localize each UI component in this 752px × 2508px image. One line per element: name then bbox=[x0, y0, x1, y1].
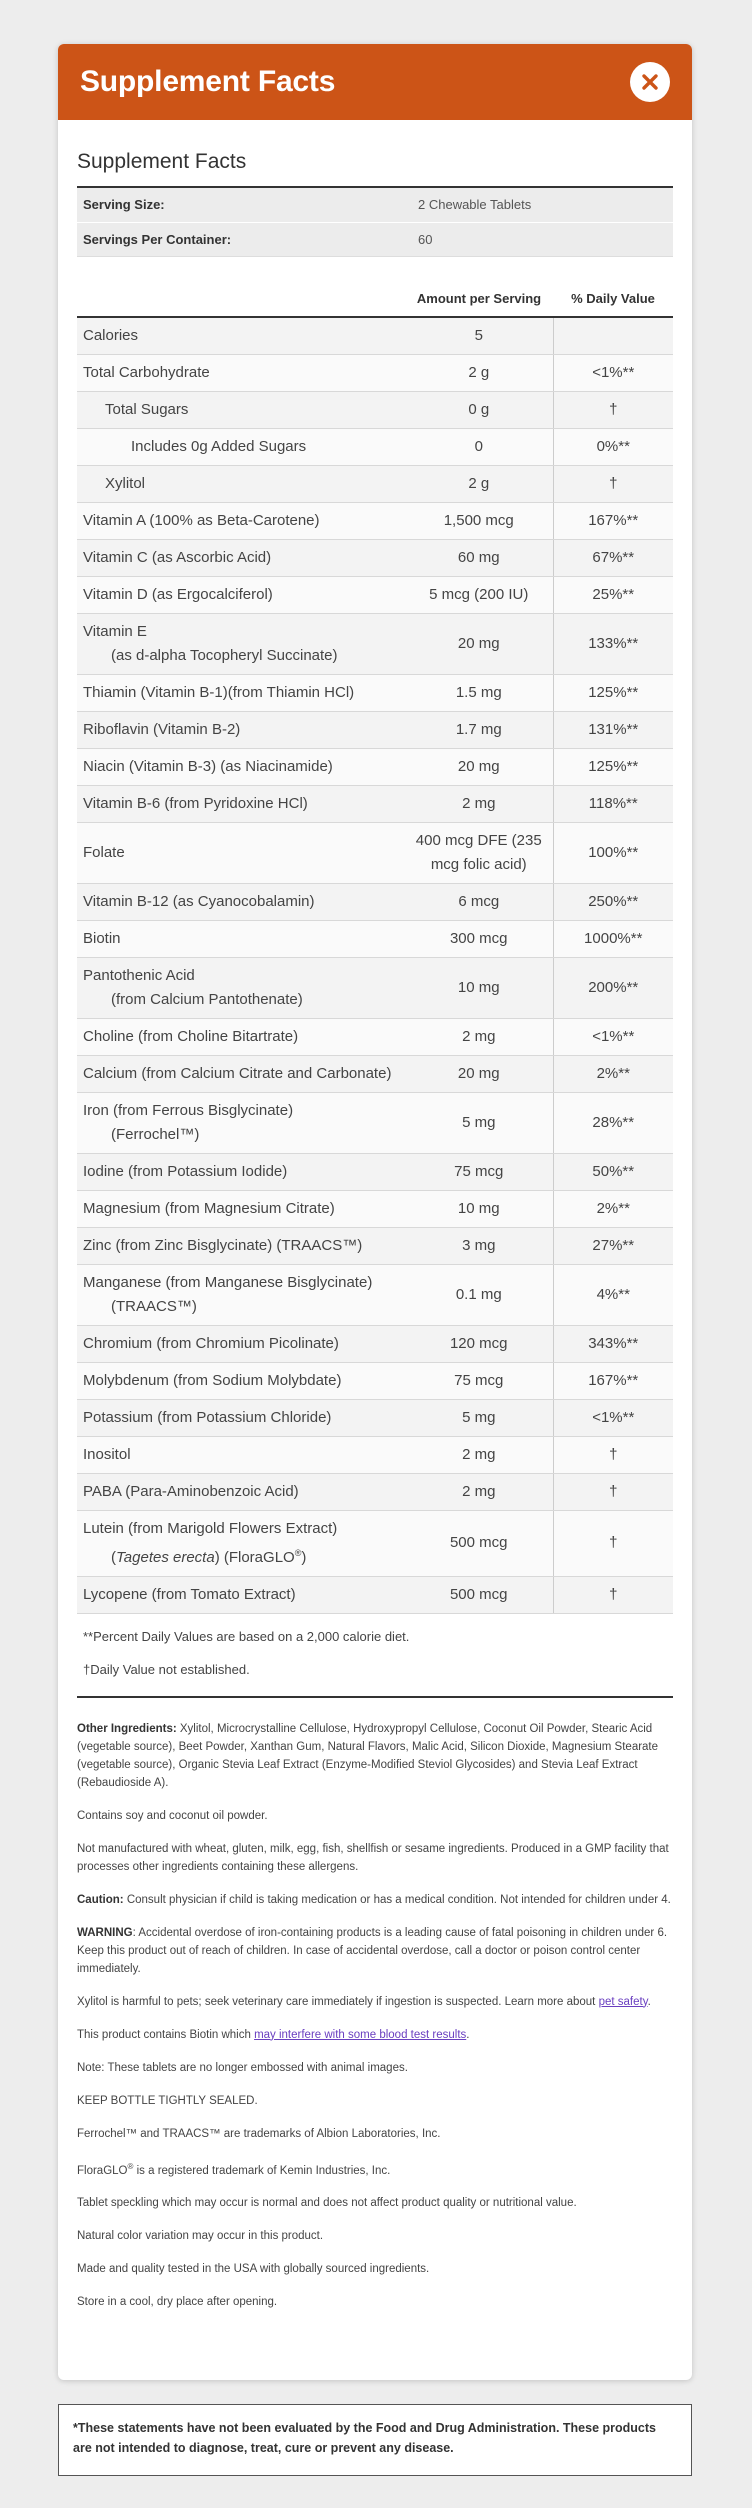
nutrient-name-cell bbox=[77, 674, 405, 711]
nutrient-amount: 0 bbox=[405, 428, 553, 465]
nutrient-name: Vitamin B-12 (as Cyanocobalamin) bbox=[83, 892, 315, 910]
nutrient-daily-value: 2%** bbox=[553, 1055, 673, 1092]
nutrient-amount: 5 mcg (200 IU) bbox=[405, 576, 553, 613]
nutrient-row bbox=[77, 1325, 673, 1362]
serving-table bbox=[77, 188, 673, 257]
nutrient-row bbox=[77, 613, 673, 674]
nutrient-source bbox=[83, 1541, 399, 1570]
nutrient-amount: 1.5 mg bbox=[405, 674, 553, 711]
nutrient-amount: 400 mcg DFE (235 mcg folic acid) bbox=[405, 822, 553, 883]
contains-note: Contains soy and coconut oil powder. bbox=[77, 1809, 268, 1822]
nutrient-row bbox=[77, 674, 673, 711]
servings-per-container-row bbox=[77, 222, 673, 256]
speckling-note: Tablet speckling which may occur is normal and does not affect product quality or nutritional value. bbox=[77, 2197, 577, 2210]
xylitol-text: Xylitol is harmful to pets; seek veterinary care immediately if ingestion is suspected. Learn more about bbox=[77, 1995, 599, 2008]
floraglo-reg: ® bbox=[127, 2161, 134, 2171]
made-in-note: Made and quality tested in the USA with globally sourced ingredients. bbox=[77, 2263, 430, 2276]
modal-title: Supplement Facts bbox=[80, 65, 336, 98]
biotin-text: This product contains Biotin which bbox=[77, 2028, 255, 2041]
nutrient-amount: 500 mcg bbox=[405, 1510, 553, 1576]
nutrient-daily-value: 1000%** bbox=[553, 920, 673, 957]
nutrient-name: Magnesium (from Magnesium Citrate) bbox=[83, 1199, 335, 1217]
nutrient-name: Biotin bbox=[83, 929, 121, 947]
nutrient-row bbox=[77, 1190, 673, 1227]
nutrient-daily-value: 167%** bbox=[553, 1362, 673, 1399]
nutrient-name-cell bbox=[77, 1190, 405, 1227]
nutrient-daily-value: 100%** bbox=[553, 822, 673, 883]
nutrient-row bbox=[77, 1227, 673, 1264]
fda-disclaimer: *These statements have not been evaluated by the Food and Drug Administration. These products are not intended to diagnose, treat, cure or prevent any disease. bbox=[58, 2404, 692, 2476]
nutrient-name-cell bbox=[77, 1018, 405, 1055]
nutrient-name-cell bbox=[77, 317, 405, 355]
nutrient-amount: 20 mg bbox=[405, 1055, 553, 1092]
nutrient-name-cell bbox=[77, 502, 405, 539]
nutrient-source: (from Calcium Pantothenate) bbox=[111, 990, 303, 1008]
nutrient-name: Pantothenic Acid bbox=[83, 966, 195, 984]
floraglo-text: is a registered trademark of Kemin Industries, Inc. bbox=[133, 2164, 391, 2177]
nutrient-row bbox=[77, 465, 673, 502]
nutrient-row bbox=[77, 1436, 673, 1473]
nutrient-amount: 120 mcg bbox=[405, 1325, 553, 1362]
nutrient-name: Vitamin D (as Ergocalciferol) bbox=[83, 585, 273, 603]
nutrient-name-cell bbox=[77, 613, 405, 674]
nutrient-row bbox=[77, 502, 673, 539]
nutrient-source: (Ferrochel™) bbox=[111, 1125, 200, 1143]
nutrient-name: Manganese (from Manganese Bisglycinate) bbox=[83, 1273, 373, 1291]
nutrient-amount: 60 mg bbox=[405, 539, 553, 576]
serving-size-label: Serving Size: bbox=[77, 188, 412, 222]
nutrient-daily-value: 67%** bbox=[553, 539, 673, 576]
nutrient-amount: 20 mg bbox=[405, 748, 553, 785]
nutrient-name-cell bbox=[77, 822, 405, 883]
nutrient-name: Zinc (from Zinc Bisglycinate) (TRAACS™) bbox=[83, 1236, 363, 1254]
pet-safety-link[interactable]: pet safety bbox=[598, 1995, 648, 2008]
nutrient-amount: 10 mg bbox=[405, 957, 553, 1018]
nutrient-daily-value: 250%** bbox=[553, 883, 673, 920]
nutrient-name: Lutein (from Marigold Flowers Extract) bbox=[83, 1519, 338, 1537]
nutrient-name-cell bbox=[77, 576, 405, 613]
facts-heading: Supplement Facts bbox=[77, 150, 673, 188]
footnote-dagger: †Daily Value not established. bbox=[83, 1661, 250, 1677]
nutrient-name: Inositol bbox=[83, 1445, 131, 1463]
blood-test-link[interactable]: may interfere with some blood test results bbox=[254, 2028, 467, 2041]
nutrient-row bbox=[77, 920, 673, 957]
nutrient-source: (TRAACS™) bbox=[111, 1297, 197, 1315]
nutrient-row bbox=[77, 354, 673, 391]
nutrient-name: Total Sugars bbox=[105, 400, 189, 418]
nutrient-name-cell bbox=[77, 539, 405, 576]
nutrient-name-cell bbox=[77, 883, 405, 920]
footnote-dv: **Percent Daily Values are based on a 2,000 calorie diet. bbox=[83, 1628, 410, 1644]
nutrient-amount: 1,500 mcg bbox=[405, 502, 553, 539]
amount-column-header: Amount per Serving bbox=[416, 290, 542, 306]
nutrient-daily-value: 4%** bbox=[553, 1264, 673, 1325]
nutrient-name: Vitamin B-6 (from Pyridoxine HCl) bbox=[83, 794, 308, 812]
nutrient-name-cell bbox=[77, 1436, 405, 1473]
nutrient-name-cell bbox=[77, 1510, 405, 1576]
nutrient-row bbox=[77, 428, 673, 465]
nutrient-name-cell bbox=[77, 711, 405, 748]
nutrient-name: Total Carbohydrate bbox=[83, 363, 210, 381]
nutrient-name-cell bbox=[77, 1362, 405, 1399]
close-icon bbox=[641, 73, 659, 91]
close-button[interactable] bbox=[630, 62, 670, 102]
other-ingredients-text: Xylitol, Microcrystalline Cellulose, Hydroxypropyl Cellulose, Coconut Oil Powder, Stearic Acid (vegetable source), Beet Powder, Xanthan Gum, Natural Flavors, Malic Acid, Silicon Dioxide, Magnesium Stearate (vegetable source), Organic Stevia Leaf Extract (Enzyme-Modified Steviol Glycosides) and Stevia Leaf Extract (Rebaudioside A). bbox=[77, 1722, 659, 1789]
nutrient-amount: 5 mg bbox=[405, 1092, 553, 1153]
nutrient-row bbox=[77, 822, 673, 883]
nutrient-daily-value: 125%** bbox=[553, 748, 673, 785]
keep-sealed-note: KEEP BOTTLE TIGHTLY SEALED. bbox=[77, 2094, 258, 2107]
nutrient-name-cell bbox=[77, 920, 405, 957]
nutrient-amount: 3 mg bbox=[405, 1227, 553, 1264]
nutrient-name-cell bbox=[77, 1055, 405, 1092]
nutrient-amount: 6 mcg bbox=[405, 883, 553, 920]
nutrient-row bbox=[77, 1510, 673, 1576]
source-close: ) bbox=[301, 1548, 307, 1566]
footnotes bbox=[77, 1614, 673, 1698]
nutrient-row bbox=[77, 1092, 673, 1153]
nutrient-daily-value: 200%** bbox=[553, 957, 673, 1018]
serving-size-value: 2 Chewable Tablets bbox=[412, 188, 673, 222]
nutrient-amount: 0.1 mg bbox=[405, 1264, 553, 1325]
nutrient-amount: 1.7 mg bbox=[405, 711, 553, 748]
nutrient-daily-value bbox=[553, 317, 673, 355]
nutrient-name: Thiamin (Vitamin B-1)(from Thiamin HCl) bbox=[83, 683, 355, 701]
nutrient-daily-value: 167%** bbox=[553, 502, 673, 539]
nutrient-name: Calcium (from Calcium Citrate and Carbonate) bbox=[83, 1064, 392, 1082]
storage-note: Store in a cool, dry place after opening. bbox=[77, 2296, 278, 2309]
nutrient-name-cell bbox=[77, 1325, 405, 1362]
nutrient-amount: 2 g bbox=[405, 465, 553, 502]
nutrient-amount: 20 mg bbox=[405, 613, 553, 674]
nutrient-daily-value: 28%** bbox=[553, 1092, 673, 1153]
nutrient-row bbox=[77, 1264, 673, 1325]
caution-note bbox=[77, 1891, 673, 1909]
nutrient-name-cell bbox=[77, 1576, 405, 1613]
nutrient-name: Niacin (Vitamin B-3) (as Niacinamide) bbox=[83, 757, 333, 775]
nutrient-row bbox=[77, 317, 673, 355]
nutrient-row bbox=[77, 1473, 673, 1510]
biotin-note bbox=[77, 2026, 673, 2044]
nutrient-daily-value: † bbox=[553, 1473, 673, 1510]
modal-content bbox=[58, 120, 692, 2311]
servings-per-container-value: 60 bbox=[412, 222, 673, 256]
nutrient-row bbox=[77, 1018, 673, 1055]
nutrient-amount: 2 mg bbox=[405, 1018, 553, 1055]
nutrient-daily-value: 118%** bbox=[553, 785, 673, 822]
nutrient-daily-value: 125%** bbox=[553, 674, 673, 711]
nutrient-daily-value: 343%** bbox=[553, 1325, 673, 1362]
nutrient-amount: 2 mg bbox=[405, 785, 553, 822]
nutrient-daily-value: 25%** bbox=[553, 576, 673, 613]
nutrient-daily-value: 50%** bbox=[553, 1153, 673, 1190]
supplement-facts-modal bbox=[58, 44, 692, 2380]
nutrient-amount: 2 mg bbox=[405, 1473, 553, 1510]
servings-per-container-label: Servings Per Container: bbox=[77, 222, 412, 256]
caution-label: Caution: bbox=[77, 1893, 124, 1906]
nutrient-row bbox=[77, 785, 673, 822]
xylitol-note bbox=[77, 1993, 673, 2011]
product-notes bbox=[77, 1698, 673, 2312]
nutrient-daily-value: <1%** bbox=[553, 1399, 673, 1436]
nutrient-row bbox=[77, 1153, 673, 1190]
nutrient-row bbox=[77, 1576, 673, 1613]
nutrient-name: Chromium (from Chromium Picolinate) bbox=[83, 1334, 339, 1352]
nutrient-name: Iodine (from Potassium Iodide) bbox=[83, 1162, 288, 1180]
nutrient-daily-value: † bbox=[553, 1436, 673, 1473]
nutrient-row bbox=[77, 748, 673, 785]
nutrient-daily-value: 2%** bbox=[553, 1190, 673, 1227]
nutrient-row bbox=[77, 1399, 673, 1436]
nutrient-row bbox=[77, 1055, 673, 1092]
source-open: ( bbox=[111, 1548, 116, 1566]
nutrient-name: Lycopene (from Tomato Extract) bbox=[83, 1585, 296, 1603]
nutrient-row bbox=[77, 1362, 673, 1399]
warning-note bbox=[77, 1924, 673, 1978]
nutrient-amount: 2 g bbox=[405, 354, 553, 391]
allergen-note: Not manufactured with wheat, gluten, milk, egg, fish, shellfish or sesame ingredients. Produced in a GMP facility that processes other ingredients containing these allergens. bbox=[77, 1842, 669, 1873]
nutrient-name-cell bbox=[77, 748, 405, 785]
source-brand: ) (FloraGLO bbox=[214, 1548, 295, 1566]
name-column-header bbox=[77, 281, 405, 317]
nutrient-daily-value: 131%** bbox=[553, 711, 673, 748]
nutrient-name-cell bbox=[77, 785, 405, 822]
nutrient-name-cell bbox=[77, 1227, 405, 1264]
dv-column-header: % Daily Value bbox=[571, 290, 655, 306]
nutrient-name: Calories bbox=[83, 326, 139, 344]
nutrient-name-cell bbox=[77, 465, 405, 502]
nutrient-name: Xylitol bbox=[105, 474, 146, 492]
nutrient-name: Potassium (from Potassium Chloride) bbox=[83, 1408, 332, 1426]
nutrient-source: (as d-alpha Tocopheryl Succinate) bbox=[111, 646, 338, 664]
trademarks-note: Ferrochel™ and TRAACS™ are trademarks of Albion Laboratories, Inc. bbox=[77, 2127, 441, 2140]
modal-header bbox=[58, 44, 692, 120]
nutrient-amount: 10 mg bbox=[405, 1190, 553, 1227]
nutrient-name: Molybdenum (from Sodium Molybdate) bbox=[83, 1371, 342, 1389]
nutrient-amount: 5 bbox=[405, 317, 553, 355]
nutrient-name-cell bbox=[77, 957, 405, 1018]
nutrient-name-cell bbox=[77, 1264, 405, 1325]
color-variation-note: Natural color variation may occur in this product. bbox=[77, 2230, 324, 2243]
nutrient-table bbox=[77, 281, 673, 1614]
nutrient-name: Riboflavin (Vitamin B-2) bbox=[83, 720, 241, 738]
nutrient-row bbox=[77, 711, 673, 748]
nutrient-daily-value: † bbox=[553, 465, 673, 502]
nutrient-name: Includes 0g Added Sugars bbox=[131, 437, 307, 455]
nutrient-amount: 300 mcg bbox=[405, 920, 553, 957]
nutrient-daily-value: <1%** bbox=[553, 354, 673, 391]
warning-text: : Accidental overdose of iron-containing products is a leading cause of fatal poisoning in children under 6. Keep this product out of reach of children. In case of accidental overdose, call a doctor or poison control center immediately. bbox=[77, 1926, 668, 1975]
serving-size-row bbox=[77, 188, 673, 222]
nutrient-name: Iron (from Ferrous Bisglycinate) bbox=[83, 1101, 294, 1119]
nutrient-daily-value: 133%** bbox=[553, 613, 673, 674]
nutrient-amount: 75 mcg bbox=[405, 1362, 553, 1399]
nutrient-name-cell bbox=[77, 391, 405, 428]
nutrient-name: Choline (from Choline Bitartrate) bbox=[83, 1027, 299, 1045]
nutrient-name: Folate bbox=[83, 843, 125, 861]
nutrient-daily-value: 27%** bbox=[553, 1227, 673, 1264]
nutrient-amount: 0 g bbox=[405, 391, 553, 428]
nutrient-name-cell bbox=[77, 1153, 405, 1190]
nutrient-daily-value: <1%** bbox=[553, 1018, 673, 1055]
embossed-note: Note: These tablets are no longer embossed with animal images. bbox=[77, 2061, 408, 2074]
nutrient-name-cell bbox=[77, 428, 405, 465]
nutrient-daily-value: † bbox=[553, 1576, 673, 1613]
nutrient-name: Vitamin C (as Ascorbic Acid) bbox=[83, 548, 272, 566]
nutrient-daily-value: † bbox=[553, 391, 673, 428]
nutrient-name-cell bbox=[77, 1092, 405, 1153]
nutrient-amount: 2 mg bbox=[405, 1436, 553, 1473]
source-species: Tagetes erecta bbox=[116, 1548, 215, 1566]
caution-text: Consult physician if child is taking medication or has a medical condition. Not intended for children under 4. bbox=[123, 1893, 671, 1906]
floraglo-name: FloraGLO bbox=[77, 2164, 128, 2177]
nutrient-row bbox=[77, 883, 673, 920]
nutrient-name-cell bbox=[77, 1399, 405, 1436]
nutrient-name-cell bbox=[77, 1473, 405, 1510]
other-ingredients bbox=[77, 1720, 673, 1792]
warning-label: WARNING bbox=[77, 1926, 133, 1939]
biotin-end: . bbox=[466, 2028, 470, 2041]
nutrient-row bbox=[77, 539, 673, 576]
nutrient-amount: 75 mcg bbox=[405, 1153, 553, 1190]
floraglo-note bbox=[77, 2158, 673, 2180]
nutrient-name: Vitamin E bbox=[83, 622, 147, 640]
source-reg-mark: ® bbox=[294, 1547, 302, 1558]
nutrient-name: PABA (Para-Aminobenzoic Acid) bbox=[83, 1482, 299, 1500]
nutrient-amount: 5 mg bbox=[405, 1399, 553, 1436]
nutrient-daily-value: † bbox=[553, 1510, 673, 1576]
nutrient-row bbox=[77, 576, 673, 613]
nutrient-daily-value: 0%** bbox=[553, 428, 673, 465]
nutrient-amount: 500 mcg bbox=[405, 1576, 553, 1613]
xylitol-end: . bbox=[647, 1995, 651, 2008]
nutrient-row bbox=[77, 957, 673, 1018]
other-ingredients-label: Other Ingredients: bbox=[77, 1722, 177, 1735]
nutrient-table-header bbox=[77, 281, 673, 317]
nutrient-row bbox=[77, 391, 673, 428]
nutrient-name: Vitamin A (100% as Beta-Carotene) bbox=[83, 511, 320, 529]
nutrient-name-cell bbox=[77, 354, 405, 391]
